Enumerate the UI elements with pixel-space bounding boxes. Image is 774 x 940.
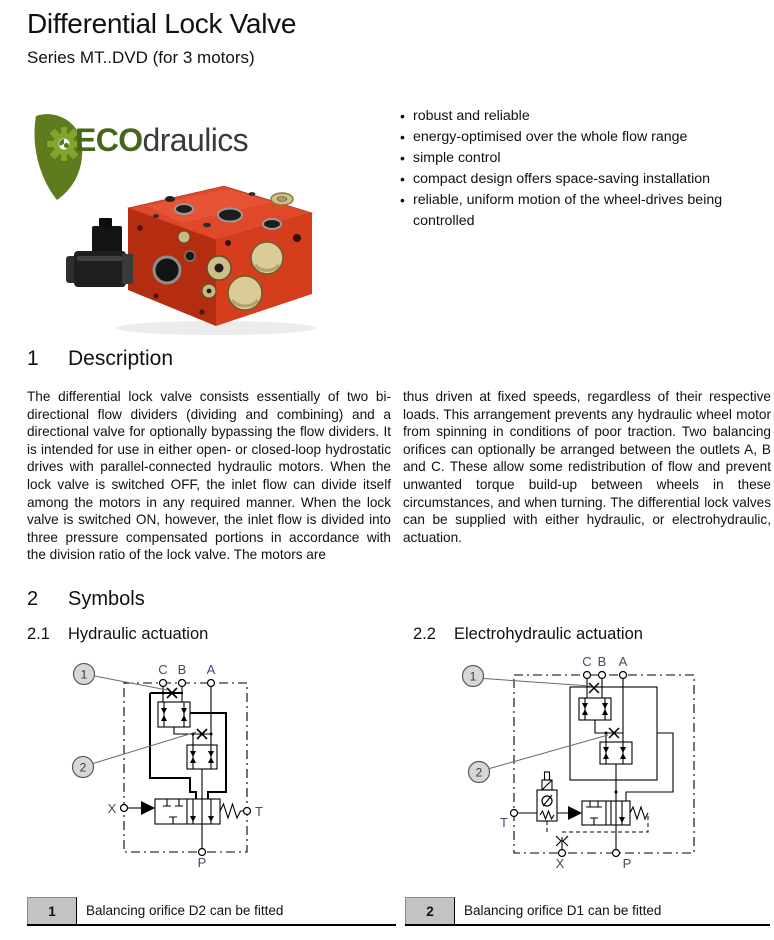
port-label-p: P xyxy=(197,855,207,870)
pilot-valve xyxy=(518,772,569,821)
port-t xyxy=(244,808,251,815)
description-column-left: The differential lock valve consists essentially of two bi-directional flow dividers (dividing and combining) and a directional valve for optionally bypassing the flow dividers. It is intended for use in either open- or closed-loop hydrostatic drives with parallel-connected hydraulic motors. When the lock valve is switched OFF, the inlet flow can divide itself among the motors in any required manner. When the lock valve is switched ON, however, the inlet flow is divided into three pressure compensated portions in accordance with the division ratio of the lock valve. The motors are xyxy=(27,389,391,563)
port-label-c: C xyxy=(582,654,592,669)
feature-list xyxy=(400,106,774,232)
feature-item: • simple control xyxy=(400,148,774,169)
svg-text:2: 2 xyxy=(79,760,87,775)
callout-2 xyxy=(469,762,490,783)
footnote-number: 2 xyxy=(405,897,455,924)
section-number: 2 xyxy=(27,588,39,610)
svg-text:2: 2 xyxy=(475,765,483,780)
section-title: Symbols xyxy=(68,588,145,610)
solenoid-actuator-icon xyxy=(568,806,582,820)
port-label-x: X xyxy=(555,856,565,871)
svg-text:1: 1 xyxy=(469,669,477,684)
feature-item: • robust and reliable xyxy=(400,106,774,127)
port-x xyxy=(121,805,128,812)
flow-divider-lower xyxy=(600,742,632,764)
balancing-orifice-1 xyxy=(589,683,599,693)
svg-text:1: 1 xyxy=(80,667,88,682)
callout-1 xyxy=(74,664,95,685)
section-title: Hydraulic actuation xyxy=(68,625,209,643)
brand-name-rest: draulics xyxy=(142,122,249,158)
callout-2 xyxy=(73,757,94,778)
port-b xyxy=(599,672,606,679)
port-label-b: B xyxy=(597,654,607,669)
hydraulic-schematic xyxy=(30,659,360,892)
section-2-2-heading xyxy=(413,625,643,644)
brand-name-bold: ECO xyxy=(75,122,143,158)
port-label-c: C xyxy=(158,662,168,677)
port-b xyxy=(179,680,186,687)
footnote-text: Balancing orifice D2 can be fitted xyxy=(86,903,284,918)
feature-item: • compact design offers space-saving installation xyxy=(400,169,774,190)
port-label-t: T xyxy=(255,804,263,819)
port-c xyxy=(584,672,591,679)
spring-icon xyxy=(220,804,244,818)
callout-1 xyxy=(463,666,484,687)
section-number: 2.1 xyxy=(27,625,50,643)
section-1-heading xyxy=(27,347,173,371)
port-label-x: X xyxy=(107,801,117,816)
port-label-b: B xyxy=(177,662,187,677)
port-p xyxy=(613,850,620,857)
page-title: Differential Lock Valve xyxy=(27,8,297,39)
port-t xyxy=(511,810,518,817)
footnote-2 xyxy=(405,897,770,926)
directional-valve xyxy=(155,799,220,824)
section-number: 1 xyxy=(27,347,39,370)
electrohydraulic-schematic xyxy=(440,654,774,892)
section-2-heading xyxy=(27,588,145,611)
brand-name xyxy=(75,122,248,159)
section-title: Description xyxy=(68,347,174,370)
footnote-text: Balancing orifice D1 can be fitted xyxy=(464,903,662,918)
page-subtitle: Series MT..DVD (for 3 motors) xyxy=(27,48,255,67)
port-a xyxy=(620,672,627,679)
port-label-a: A xyxy=(206,662,216,677)
description-column-right: thus driven at fixed speeds, regardless of their respective loads. This arrangement prevents any hydraulic wheel motor from spinning in conditions of poor traction. Two balancing orifices can optionally be arranged between the outlets A, B and C. These allow some redistribution of flow and prevent unwanted torque build-up between wheels in these circumstances, and when turning. The differential lock valves can be supplied with either hydraulic, or electrohydraulic, actuation. xyxy=(403,389,771,545)
footnote-1 xyxy=(27,897,396,926)
feature-item: • energy-optimised over the whole flow range xyxy=(400,127,774,148)
flow-divider-lower xyxy=(187,745,217,769)
port-a xyxy=(208,680,215,687)
product-photo xyxy=(66,166,328,338)
section-2-1-heading xyxy=(27,625,208,644)
port-c xyxy=(160,680,167,687)
section-title: Electrohydraulic actuation xyxy=(454,625,643,643)
port-label-p: P xyxy=(622,856,632,871)
flow-divider-upper xyxy=(158,702,190,727)
feature-item: • reliable, uniform motion of the wheel-drives being controlled xyxy=(400,190,774,232)
directional-valve xyxy=(582,801,630,825)
port-label-t: T xyxy=(500,815,508,830)
section-number: 2.2 xyxy=(413,625,436,643)
flow-divider-upper xyxy=(579,698,611,720)
port-label-a: A xyxy=(618,654,628,669)
pilot-actuator-icon xyxy=(141,801,155,815)
footnote-number: 1 xyxy=(27,897,77,924)
spring-icon xyxy=(630,807,648,819)
